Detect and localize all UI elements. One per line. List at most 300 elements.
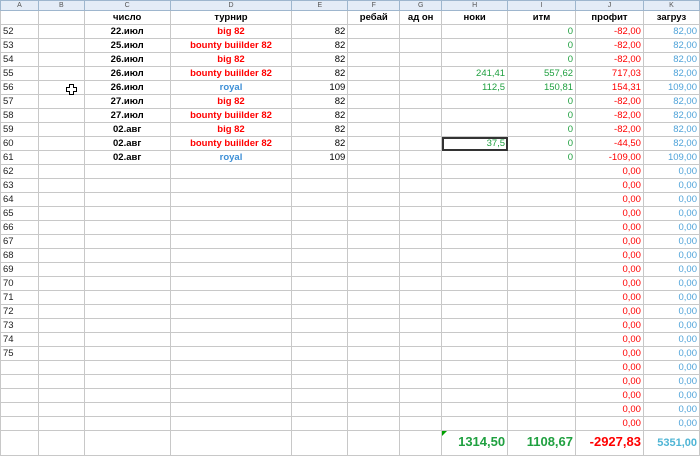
knocks-cell[interactable] <box>442 389 508 403</box>
column-header-a[interactable]: A <box>1 1 39 11</box>
rebuy-cell[interactable] <box>348 389 400 403</box>
cell-b[interactable] <box>38 389 84 403</box>
date-cell[interactable]: 27.июл <box>84 109 170 123</box>
rebuy-cell[interactable] <box>348 333 400 347</box>
itm-cell[interactable]: 0 <box>508 109 576 123</box>
buyin-cell[interactable] <box>292 235 348 249</box>
profit-cell[interactable]: -82,00 <box>576 109 644 123</box>
addon-cell[interactable] <box>400 53 442 67</box>
row-number[interactable]: 52 <box>1 25 39 39</box>
load-cell[interactable]: 82,00 <box>643 39 699 53</box>
date-cell[interactable]: 26.июл <box>84 67 170 81</box>
addon-cell[interactable] <box>400 39 442 53</box>
tournament-cell[interactable] <box>170 207 292 221</box>
itm-cell[interactable] <box>508 389 576 403</box>
itm-cell[interactable] <box>508 375 576 389</box>
date-cell[interactable] <box>84 235 170 249</box>
itm-cell[interactable]: 0 <box>508 123 576 137</box>
tournament-cell[interactable] <box>170 165 292 179</box>
addon-cell[interactable] <box>400 123 442 137</box>
total-empty-cell[interactable] <box>348 431 400 456</box>
addon-cell[interactable] <box>400 361 442 375</box>
itm-cell[interactable] <box>508 263 576 277</box>
cell-b[interactable] <box>38 347 84 361</box>
load-cell[interactable]: 0,00 <box>643 417 699 431</box>
tournament-cell[interactable] <box>170 403 292 417</box>
buyin-cell[interactable] <box>292 417 348 431</box>
knocks-cell[interactable] <box>442 319 508 333</box>
date-cell[interactable] <box>84 165 170 179</box>
column-header-i[interactable]: I <box>508 1 576 11</box>
itm-cell[interactable] <box>508 179 576 193</box>
profit-cell[interactable]: 0,00 <box>576 263 644 277</box>
load-cell[interactable]: 0,00 <box>643 207 699 221</box>
cell-b[interactable] <box>38 417 84 431</box>
row-number[interactable] <box>1 417 39 431</box>
buyin-cell[interactable] <box>292 221 348 235</box>
addon-cell[interactable] <box>400 137 442 151</box>
knocks-cell[interactable]: 241,41 <box>442 67 508 81</box>
date-cell[interactable]: 02.авг <box>84 151 170 165</box>
total-load[interactable] <box>643 431 699 456</box>
addon-cell[interactable] <box>400 403 442 417</box>
date-cell[interactable] <box>84 375 170 389</box>
tournament-cell[interactable]: royal <box>170 151 292 165</box>
buyin-cell[interactable] <box>292 375 348 389</box>
total-empty-cell[interactable] <box>38 431 84 456</box>
tournament-cell[interactable] <box>170 375 292 389</box>
row-number[interactable]: 56 <box>1 81 39 95</box>
addon-cell[interactable] <box>400 151 442 165</box>
buyin-cell[interactable] <box>292 319 348 333</box>
buyin-cell[interactable] <box>292 389 348 403</box>
row-number[interactable] <box>1 389 39 403</box>
rebuy-cell[interactable] <box>348 193 400 207</box>
tournament-cell[interactable]: royal <box>170 81 292 95</box>
date-cell[interactable] <box>84 193 170 207</box>
load-cell[interactable]: 0,00 <box>643 403 699 417</box>
load-cell[interactable]: 0,00 <box>643 361 699 375</box>
header-rebuy[interactable]: ребай <box>348 11 400 25</box>
header-addon[interactable]: ад он <box>400 11 442 25</box>
profit-cell[interactable]: 0,00 <box>576 221 644 235</box>
rebuy-cell[interactable] <box>348 417 400 431</box>
rebuy-cell[interactable] <box>348 305 400 319</box>
header-itm[interactable]: итм <box>508 11 576 25</box>
buyin-cell[interactable] <box>292 333 348 347</box>
row-number[interactable]: 66 <box>1 221 39 235</box>
itm-cell[interactable]: 0 <box>508 25 576 39</box>
buyin-cell[interactable]: 82 <box>292 123 348 137</box>
itm-cell[interactable] <box>508 221 576 235</box>
header-profit[interactable]: профит <box>576 11 644 25</box>
row-number[interactable]: 62 <box>1 165 39 179</box>
profit-cell[interactable]: 154,31 <box>576 81 644 95</box>
addon-cell[interactable] <box>400 25 442 39</box>
tournament-cell[interactable] <box>170 277 292 291</box>
tournament-cell[interactable]: bounty buiilder 82 <box>170 39 292 53</box>
profit-cell[interactable]: 0,00 <box>576 375 644 389</box>
cell-b[interactable] <box>38 235 84 249</box>
addon-cell[interactable] <box>400 81 442 95</box>
knocks-cell[interactable] <box>442 179 508 193</box>
addon-cell[interactable] <box>400 207 442 221</box>
addon-cell[interactable] <box>400 319 442 333</box>
row-number[interactable] <box>1 403 39 417</box>
load-cell[interactable]: 0,00 <box>643 263 699 277</box>
date-cell[interactable] <box>84 417 170 431</box>
buyin-cell[interactable] <box>292 305 348 319</box>
rebuy-cell[interactable] <box>348 207 400 221</box>
cell-b[interactable] <box>38 403 84 417</box>
knocks-cell[interactable] <box>442 375 508 389</box>
buyin-cell[interactable]: 109 <box>292 81 348 95</box>
rebuy-cell[interactable] <box>348 263 400 277</box>
profit-cell[interactable]: -82,00 <box>576 39 644 53</box>
load-cell[interactable]: 82,00 <box>643 137 699 151</box>
cell-b[interactable] <box>38 123 84 137</box>
rebuy-cell[interactable] <box>348 403 400 417</box>
itm-cell[interactable] <box>508 291 576 305</box>
itm-cell[interactable]: 557,62 <box>508 67 576 81</box>
buyin-cell[interactable] <box>292 347 348 361</box>
itm-cell[interactable] <box>508 417 576 431</box>
row-number[interactable]: 54 <box>1 53 39 67</box>
addon-cell[interactable] <box>400 109 442 123</box>
itm-cell[interactable]: 0 <box>508 151 576 165</box>
knocks-cell[interactable] <box>442 221 508 235</box>
buyin-cell[interactable]: 109 <box>292 151 348 165</box>
cell-b[interactable] <box>38 333 84 347</box>
tournament-cell[interactable] <box>170 333 292 347</box>
addon-cell[interactable] <box>400 165 442 179</box>
buyin-cell[interactable]: 82 <box>292 53 348 67</box>
cell-b[interactable] <box>38 109 84 123</box>
addon-cell[interactable] <box>400 277 442 291</box>
itm-cell[interactable] <box>508 403 576 417</box>
knocks-cell[interactable] <box>442 95 508 109</box>
rebuy-cell[interactable] <box>348 53 400 67</box>
profit-cell[interactable]: 0,00 <box>576 347 644 361</box>
rebuy-cell[interactable] <box>348 235 400 249</box>
total-empty-cell[interactable] <box>170 431 292 456</box>
tournament-cell[interactable]: bounty buiilder 82 <box>170 109 292 123</box>
rebuy-cell[interactable] <box>348 95 400 109</box>
rebuy-cell[interactable] <box>348 165 400 179</box>
date-cell[interactable] <box>84 179 170 193</box>
header-cell-a[interactable] <box>1 11 39 25</box>
load-cell[interactable]: 0,00 <box>643 319 699 333</box>
knocks-cell[interactable] <box>442 165 508 179</box>
total-knocks[interactable] <box>442 431 508 456</box>
profit-cell[interactable]: 0,00 <box>576 333 644 347</box>
date-cell[interactable] <box>84 347 170 361</box>
profit-cell[interactable]: 0,00 <box>576 403 644 417</box>
row-number[interactable]: 61 <box>1 151 39 165</box>
itm-cell[interactable]: 150,81 <box>508 81 576 95</box>
addon-cell[interactable] <box>400 263 442 277</box>
addon-cell[interactable] <box>400 389 442 403</box>
date-cell[interactable]: 27.июл <box>84 95 170 109</box>
tournament-cell[interactable]: big 82 <box>170 123 292 137</box>
load-cell[interactable]: 0,00 <box>643 235 699 249</box>
row-number[interactable]: 75 <box>1 347 39 361</box>
date-cell[interactable]: 25.июл <box>84 39 170 53</box>
addon-cell[interactable] <box>400 333 442 347</box>
cell-b[interactable] <box>38 249 84 263</box>
cell-b[interactable] <box>38 81 84 95</box>
row-number[interactable]: 67 <box>1 235 39 249</box>
date-cell[interactable] <box>84 403 170 417</box>
knocks-cell[interactable]: 112,5 <box>442 81 508 95</box>
rebuy-cell[interactable] <box>348 39 400 53</box>
cell-b[interactable] <box>38 193 84 207</box>
profit-cell[interactable]: 0,00 <box>576 305 644 319</box>
row-number[interactable]: 65 <box>1 207 39 221</box>
cell-b[interactable] <box>38 375 84 389</box>
cell-b[interactable] <box>38 95 84 109</box>
cell-b[interactable] <box>38 151 84 165</box>
header-tournament[interactable]: турнир <box>170 11 292 25</box>
date-cell[interactable] <box>84 333 170 347</box>
knocks-cell[interactable] <box>442 305 508 319</box>
profit-cell[interactable]: 0,00 <box>576 235 644 249</box>
addon-cell[interactable] <box>400 249 442 263</box>
total-empty-cell[interactable] <box>1 431 39 456</box>
rebuy-cell[interactable] <box>348 109 400 123</box>
addon-cell[interactable] <box>400 221 442 235</box>
row-number[interactable]: 74 <box>1 333 39 347</box>
knocks-cell[interactable] <box>442 39 508 53</box>
tournament-cell[interactable] <box>170 291 292 305</box>
rebuy-cell[interactable] <box>348 137 400 151</box>
itm-cell[interactable] <box>508 165 576 179</box>
knocks-cell[interactable] <box>442 347 508 361</box>
tournament-cell[interactable]: bounty buiilder 82 <box>170 137 292 151</box>
addon-cell[interactable] <box>400 305 442 319</box>
buyin-cell[interactable] <box>292 249 348 263</box>
total-empty-cell[interactable] <box>292 431 348 456</box>
total-empty-cell[interactable] <box>84 431 170 456</box>
total-empty-cell[interactable] <box>400 431 442 456</box>
profit-cell[interactable]: -82,00 <box>576 25 644 39</box>
knocks-cell[interactable] <box>442 151 508 165</box>
load-cell[interactable]: 0,00 <box>643 347 699 361</box>
header-date[interactable]: число <box>84 11 170 25</box>
load-cell[interactable]: 0,00 <box>643 277 699 291</box>
itm-cell[interactable]: 0 <box>508 53 576 67</box>
column-header-f[interactable]: F <box>348 1 400 11</box>
header-knocks[interactable]: ноки <box>442 11 508 25</box>
row-number[interactable]: 57 <box>1 95 39 109</box>
row-number[interactable]: 58 <box>1 109 39 123</box>
rebuy-cell[interactable] <box>348 123 400 137</box>
itm-cell[interactable] <box>508 361 576 375</box>
buyin-cell[interactable] <box>292 165 348 179</box>
addon-cell[interactable] <box>400 179 442 193</box>
load-cell[interactable]: 82,00 <box>643 67 699 81</box>
addon-cell[interactable] <box>400 67 442 81</box>
rebuy-cell[interactable] <box>348 81 400 95</box>
knocks-cell[interactable] <box>442 207 508 221</box>
addon-cell[interactable] <box>400 417 442 431</box>
cell-b[interactable] <box>38 277 84 291</box>
buyin-cell[interactable] <box>292 277 348 291</box>
knocks-cell[interactable] <box>442 361 508 375</box>
itm-cell[interactable] <box>508 235 576 249</box>
date-cell[interactable] <box>84 277 170 291</box>
itm-cell[interactable]: 0 <box>508 95 576 109</box>
cell-b[interactable] <box>38 179 84 193</box>
buyin-cell[interactable]: 82 <box>292 25 348 39</box>
addon-cell[interactable] <box>400 235 442 249</box>
row-number[interactable]: 72 <box>1 305 39 319</box>
tournament-cell[interactable]: big 82 <box>170 53 292 67</box>
rebuy-cell[interactable] <box>348 67 400 81</box>
load-cell[interactable]: 0,00 <box>643 291 699 305</box>
itm-cell[interactable]: 0 <box>508 137 576 151</box>
row-number[interactable] <box>1 361 39 375</box>
itm-cell[interactable] <box>508 347 576 361</box>
tournament-cell[interactable] <box>170 347 292 361</box>
rebuy-cell[interactable] <box>348 151 400 165</box>
tournament-cell[interactable] <box>170 389 292 403</box>
load-cell[interactable]: 0,00 <box>643 221 699 235</box>
load-cell[interactable]: 0,00 <box>643 305 699 319</box>
header-cell-e[interactable] <box>292 11 348 25</box>
tournament-cell[interactable] <box>170 193 292 207</box>
column-header-j[interactable]: J <box>576 1 644 11</box>
profit-cell[interactable]: 0,00 <box>576 291 644 305</box>
knocks-cell[interactable] <box>442 333 508 347</box>
load-cell[interactable]: 0,00 <box>643 375 699 389</box>
addon-cell[interactable] <box>400 95 442 109</box>
itm-cell[interactable]: 0 <box>508 39 576 53</box>
date-cell[interactable]: 22.июл <box>84 25 170 39</box>
buyin-cell[interactable] <box>292 193 348 207</box>
row-number[interactable]: 73 <box>1 319 39 333</box>
buyin-cell[interactable] <box>292 207 348 221</box>
load-cell[interactable]: 0,00 <box>643 333 699 347</box>
profit-cell[interactable]: 0,00 <box>576 165 644 179</box>
knocks-cell[interactable] <box>442 53 508 67</box>
date-cell[interactable] <box>84 207 170 221</box>
tournament-cell[interactable]: big 82 <box>170 25 292 39</box>
addon-cell[interactable] <box>400 347 442 361</box>
itm-cell[interactable] <box>508 249 576 263</box>
knocks-cell[interactable] <box>442 403 508 417</box>
header-load[interactable]: загруз <box>643 11 699 25</box>
load-cell[interactable]: 82,00 <box>643 109 699 123</box>
row-number[interactable]: 55 <box>1 67 39 81</box>
date-cell[interactable] <box>84 389 170 403</box>
rebuy-cell[interactable] <box>348 25 400 39</box>
profit-cell[interactable]: 0,00 <box>576 319 644 333</box>
row-number[interactable]: 63 <box>1 179 39 193</box>
rebuy-cell[interactable] <box>348 291 400 305</box>
profit-cell[interactable]: 0,00 <box>576 389 644 403</box>
buyin-cell[interactable]: 82 <box>292 39 348 53</box>
date-cell[interactable] <box>84 263 170 277</box>
profit-cell[interactable]: 0,00 <box>576 193 644 207</box>
tournament-cell[interactable] <box>170 319 292 333</box>
rebuy-cell[interactable] <box>348 277 400 291</box>
profit-cell[interactable]: -82,00 <box>576 53 644 67</box>
cell-b[interactable] <box>38 319 84 333</box>
column-header-b[interactable]: B <box>38 1 84 11</box>
load-cell[interactable]: 109,00 <box>643 151 699 165</box>
cell-b[interactable] <box>38 53 84 67</box>
selected-cell[interactable]: 37,5 <box>442 137 508 151</box>
cell-b[interactable] <box>38 361 84 375</box>
cell-b[interactable] <box>38 291 84 305</box>
rebuy-cell[interactable] <box>348 361 400 375</box>
row-number[interactable]: 71 <box>1 291 39 305</box>
cell-b[interactable] <box>38 305 84 319</box>
buyin-cell[interactable] <box>292 179 348 193</box>
load-cell[interactable]: 82,00 <box>643 95 699 109</box>
tournament-cell[interactable]: bounty buiilder 82 <box>170 67 292 81</box>
date-cell[interactable]: 26.июл <box>84 81 170 95</box>
knocks-cell[interactable] <box>442 263 508 277</box>
load-cell[interactable]: 82,00 <box>643 53 699 67</box>
profit-cell[interactable]: 0,00 <box>576 249 644 263</box>
cell-b[interactable] <box>38 67 84 81</box>
profit-cell[interactable]: -82,00 <box>576 95 644 109</box>
tournament-cell[interactable] <box>170 179 292 193</box>
profit-cell[interactable]: 0,00 <box>576 207 644 221</box>
addon-cell[interactable] <box>400 375 442 389</box>
date-cell[interactable] <box>84 319 170 333</box>
load-cell[interactable]: 0,00 <box>643 165 699 179</box>
rebuy-cell[interactable] <box>348 375 400 389</box>
knocks-cell[interactable] <box>442 291 508 305</box>
knocks-cell[interactable] <box>442 193 508 207</box>
addon-cell[interactable] <box>400 291 442 305</box>
column-header-k[interactable]: K <box>643 1 699 11</box>
profit-cell[interactable]: 0,00 <box>576 361 644 375</box>
tournament-cell[interactable] <box>170 235 292 249</box>
profit-cell[interactable]: 0,00 <box>576 179 644 193</box>
date-cell[interactable] <box>84 361 170 375</box>
load-cell[interactable]: 0,00 <box>643 179 699 193</box>
rebuy-cell[interactable] <box>348 319 400 333</box>
profit-cell[interactable]: 0,00 <box>576 277 644 291</box>
cell-b[interactable] <box>38 221 84 235</box>
cell-b[interactable] <box>38 25 84 39</box>
load-cell[interactable]: 82,00 <box>643 25 699 39</box>
profit-cell[interactable]: -109,00 <box>576 151 644 165</box>
column-header-g[interactable]: G <box>400 1 442 11</box>
load-cell[interactable]: 82,00 <box>643 123 699 137</box>
cell-b[interactable] <box>38 207 84 221</box>
date-cell[interactable] <box>84 305 170 319</box>
buyin-cell[interactable]: 82 <box>292 67 348 81</box>
row-number[interactable]: 60 <box>1 137 39 151</box>
knocks-cell[interactable] <box>442 417 508 431</box>
load-cell[interactable]: 109,00 <box>643 81 699 95</box>
total-itm[interactable] <box>508 431 576 456</box>
itm-cell[interactable] <box>508 277 576 291</box>
load-cell[interactable]: 0,00 <box>643 193 699 207</box>
load-cell[interactable]: 0,00 <box>643 389 699 403</box>
date-cell[interactable]: 02.авг <box>84 137 170 151</box>
buyin-cell[interactable]: 82 <box>292 109 348 123</box>
itm-cell[interactable] <box>508 319 576 333</box>
row-number[interactable] <box>1 375 39 389</box>
tournament-cell[interactable] <box>170 249 292 263</box>
addon-cell[interactable] <box>400 193 442 207</box>
